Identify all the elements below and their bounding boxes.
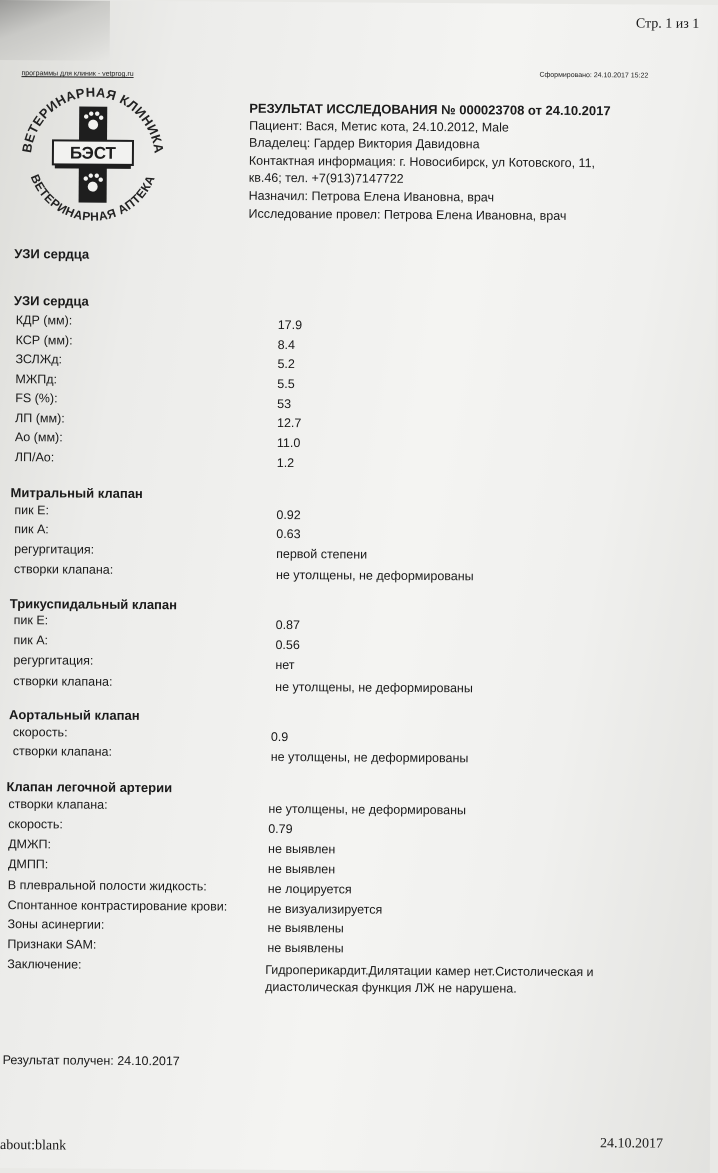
row-value: 0.63 [276,526,301,542]
row-label: КДР (мм): [15,313,73,328]
logo-top-text: ВЕТЕРИНАРНАЯ КЛИНИКА [19,84,167,155]
row-value: 0.56 [275,637,300,653]
row-label: Спонтанное контрастирование крови: [7,898,228,914]
row-label: регургитация: [13,653,94,668]
section-title-tricuspid: Трикуспидальный клапан [9,596,178,613]
row-value: 0.87 [275,617,301,633]
row-value: 53 [277,396,292,412]
row-value: не визуализируется [267,901,383,917]
row-value: 5.5 [277,376,295,392]
generated-timestamp: Сформировано: 24.10.2017 15:22 [539,71,649,80]
row-label: створки клапана: [12,744,113,759]
row-label: FS (%): [15,391,58,406]
row-label: пик А: [14,522,49,537]
row-label: створки клапана: [13,562,114,577]
section-title-aortic: Аортальный клапан [8,707,140,723]
row-value: 11.0 [276,435,301,451]
conclusion-line-2: диастолическая функция ЛЖ не нарушена. [265,979,517,996]
row-value: 5.2 [277,356,295,372]
study-title: УЗИ сердца [14,246,90,262]
result-received: Результат получен: 24.10.2017 [2,1053,180,1069]
logo-bottom-text: ВЕТЕРИНАРНАЯ АПТЕКА [27,172,158,224]
row-label: пик А: [13,633,49,648]
page-number: Стр. 1 из 1 [635,16,700,32]
report-title: РЕЗУЛЬТАТ ИССЛЕДОВАНИЯ № 000023708 от 24.10.2017 [249,100,611,119]
row-label: скорость: [8,817,63,832]
row-label: ЛП/Ao: [14,450,55,465]
row-label: КСР (мм): [15,333,73,348]
row-label: ЛП (мм): [15,411,65,426]
row-value: не выявлены [267,940,344,956]
row-value: не утолщены, не деформированы [275,679,473,696]
row-value: 1.2 [276,455,295,471]
page-corner-shadow [0,0,110,61]
row-value: не выявлен [268,841,336,857]
row-label: МЖПд: [15,372,58,387]
row-value: не выявлены [267,920,344,936]
footer-url: about:blank [0,1138,67,1154]
row-label: Зоны асинергии: [7,917,105,932]
row-label: ДМПП: [7,857,49,872]
row-label: ЗСЛЖд: [15,352,63,367]
row-label: пик Е: [14,503,50,518]
footer-date: 24.10.2017 [599,1136,664,1152]
row-value: не утолщены, не деформированы [270,749,469,766]
row-value: не утолщены, не деформированы [268,801,467,818]
section-title-heart: УЗИ сердца [13,293,89,309]
clinic-logo [8,70,174,236]
contact-line-1: Контактная информация: г. Новосибирск, ул Котовского, 11, [248,153,596,170]
site-link: программы для клиник - vetprog.ru [21,70,134,78]
conclusion-line-1: Гидроперикардит.Дилятации камер нет.Систолическая и [265,962,594,980]
row-label: Ao (мм): [14,430,63,445]
performed-line: Исследование провел: Петрова Елена Ивановна, врач [248,206,567,223]
row-value: 17.9 [277,317,303,333]
logo-brand: БЭСТ [69,143,117,163]
row-label: створки клапана: [8,797,108,812]
assigned-line: Назначил: Петрова Елена Ивановна, врач [248,188,495,205]
row-value: не утолщены, не деформированы [275,567,474,584]
row-value: 0.9 [270,729,289,745]
row-label: пик Е: [13,613,49,628]
conclusion-label: Заключение: [7,957,82,972]
row-value: 0.79 [268,821,293,837]
row-label: Признаки SAM: [7,937,97,952]
row-value: не лоцируется [267,881,352,897]
row-label: створки клапана: [13,674,113,689]
report-header [248,100,610,226]
owner-line: Владелец: Гардер Виктория Давидовна [248,135,480,152]
row-value: 0.92 [276,507,301,523]
patient-line: Пациент: Вася, Метис кота, 24.10.2012, Male [249,118,509,135]
row-value: 12.7 [277,415,302,431]
row-label: ДМЖП: [8,837,52,852]
contact-line-2: кв.46; тел. +7(913)7147722 [248,171,404,187]
section-title-pulmonary: Клапан легочной артерии [6,779,173,796]
row-value: 8.4 [277,337,296,353]
row-label: В плевральной полости жидкость: [7,878,207,894]
row-value: первой степени [276,546,368,562]
row-value: нет [275,657,295,673]
row-label: скорость: [12,725,68,740]
section-title-mitral: Митральный клапан [10,485,143,502]
conclusion-text [265,962,665,999]
row-value: не выявлен [267,861,336,877]
row-label: регургитация: [14,542,95,557]
